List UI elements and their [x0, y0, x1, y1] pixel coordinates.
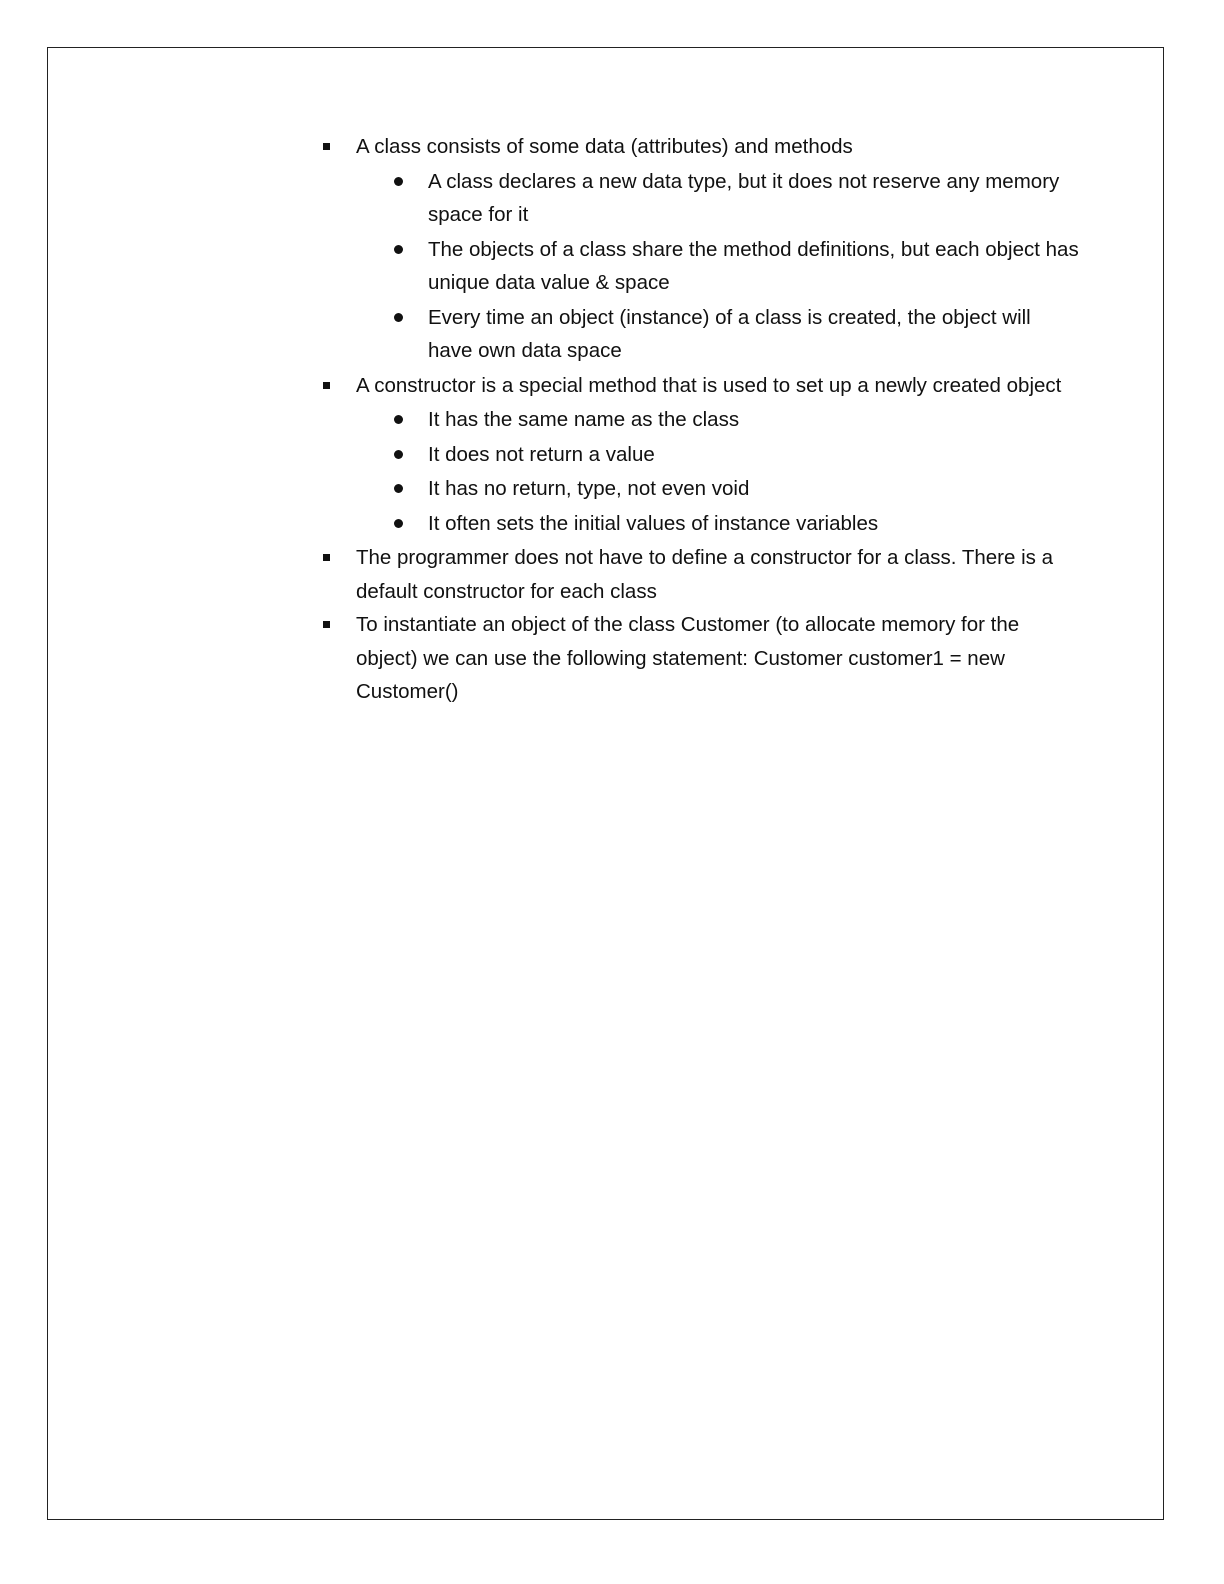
sub-list-item: [356, 472, 1080, 506]
sub-list-item: [356, 233, 1080, 300]
round-bullet-icon: [394, 177, 403, 186]
round-bullet-icon: [394, 484, 403, 493]
round-bullet-icon: [394, 450, 403, 459]
round-bullet-icon: [394, 519, 403, 528]
square-bullet-icon: [323, 554, 330, 561]
square-bullet-icon: [323, 382, 330, 389]
list-item-text: A constructor is a special method that is used to set up a newly created object: [356, 373, 1062, 397]
sub-bullet-list: [356, 165, 1080, 368]
square-bullet-icon: [323, 621, 330, 628]
sub-list-item: [356, 165, 1080, 232]
sub-list-item-text: It does not return a value: [428, 442, 655, 466]
sub-list-item-text: It often sets the initial values of instance variables: [428, 511, 879, 535]
sub-list-item: [356, 301, 1080, 368]
list-item: [320, 608, 1080, 709]
sub-bullet-list: [356, 403, 1080, 540]
square-bullet-icon: [323, 143, 330, 150]
round-bullet-icon: [394, 245, 403, 254]
list-item-text: The programmer does not have to define a constructor for a class. There is a default constructor for each class: [356, 546, 1053, 603]
bullet-list: [320, 130, 1080, 709]
sub-list-item-text: Every time an object (instance) of a class is created, the object will have own data space: [428, 305, 1031, 362]
round-bullet-icon: [394, 415, 403, 424]
list-item: [320, 369, 1080, 541]
sub-list-item: [356, 403, 1080, 437]
list-item: [320, 130, 1080, 368]
sub-list-item: [356, 507, 1080, 541]
sub-list-item-text: A class declares a new data type, but it does not reserve any memory space for it: [428, 169, 1060, 226]
list-item-text: To instantiate an object of the class Customer (to allocate memory for the object) we can use the following statement: Customer customer1 = new Customer(): [356, 613, 1020, 703]
list-item-text: A class consists of some data (attributes) and methods: [356, 135, 853, 158]
sub-list-item-text: It has no return, type, not even void: [428, 477, 750, 500]
sub-list-item-text: The objects of a class share the method definitions, but each object has unique data value & space: [428, 237, 1079, 294]
document-body: [320, 130, 1080, 709]
round-bullet-icon: [394, 313, 403, 322]
sub-list-item-text: It has the same name as the class: [428, 408, 740, 431]
list-item: [320, 541, 1080, 608]
sub-list-item: [356, 438, 1080, 472]
